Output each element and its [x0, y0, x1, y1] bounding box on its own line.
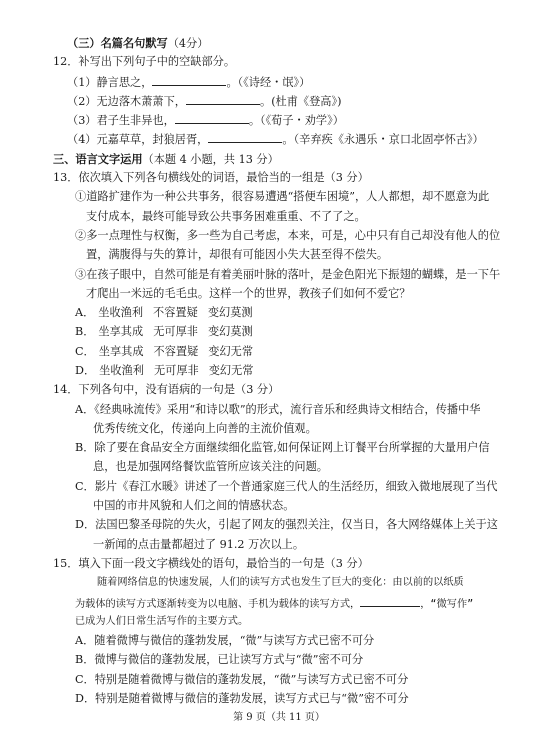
- q13-option-d[interactable]: [75, 364, 253, 378]
- option-word: 无可厚非: [153, 325, 198, 338]
- q13-sentence-2-cont: 置，满腹得与失的算计，却很有可能因小失大甚至得不偿失。: [86, 248, 389, 261]
- q14-stem: 14．下列各句中，没有语病的一句是（3 分）: [53, 383, 280, 396]
- option-letter: A．: [75, 306, 95, 319]
- q14-option-b[interactable]: B．除了要在食品安全方面继续细化监管,如何保证网上订餐平台所掌握的大量用户信: [75, 441, 490, 454]
- q14-option-d[interactable]: D．法国巴黎圣母院的失火，引起了网友的强烈关注，仅当日，各大网络媒体上关于这: [75, 518, 498, 531]
- page-footer: 第 9 页（共 11 页）: [233, 712, 325, 723]
- q12-item-label: （4）元嘉草草，封狼居胥，: [67, 133, 209, 146]
- q15-option-c[interactable]: C．特别是随着微博与微信的蓬勃发展，“微”与读写方式已密不可分: [75, 673, 409, 686]
- q14-option-a[interactable]: A．《经典咏流传》采用“和诗以歌”的形式，流行音乐和经典诗文相结合，传播中华: [75, 403, 481, 416]
- option-word: 不容置疑: [153, 306, 198, 319]
- option-letter: C．: [75, 345, 95, 358]
- option-word: 不容置疑: [153, 345, 199, 358]
- q15-passage-text: ，“微写作”: [420, 599, 474, 610]
- option-word: 坐收渔利: [99, 364, 144, 377]
- q13-option-a[interactable]: [75, 306, 253, 320]
- option-word: 变幻莫测: [207, 306, 253, 319]
- q13-option-c[interactable]: [75, 345, 253, 359]
- option-word: 变幻无常: [208, 345, 254, 358]
- option-word: 无可厚非: [153, 364, 199, 377]
- part-heading: [53, 152, 279, 167]
- fill-blank[interactable]: [186, 94, 260, 105]
- q15-passage-line-1: 随着网络信息的快速发展，人们的读写方式也发生了巨大的变化：由以前的以纸质: [97, 577, 464, 588]
- q12-item-source: 。（《诗经・氓》）: [226, 76, 311, 89]
- q15-passage-line-2: [75, 596, 473, 612]
- q13-sentence-1-cont: 支付成本，最终可能导致公共事务困难重重、不了了之。: [86, 210, 366, 223]
- section-heading: [67, 36, 208, 51]
- q13-sentence-1: ①道路扩建作为一种公共事务，很容易遭遇“搭便车困境”，人人都想，却不愿意为此: [75, 190, 490, 203]
- q14-option-c-cont: 中国的市井风貌和人们之间的情感状态。: [93, 499, 295, 512]
- q12-item-label: （3）君子生非异也，: [67, 114, 175, 127]
- q12-item-source: 。(杜甫《登高》): [260, 95, 342, 108]
- q15-passage-line-3: 已成为人们日常生活写作的主要方式。: [75, 616, 249, 627]
- q13-option-b[interactable]: [75, 325, 253, 339]
- option-word: 变幻无常: [208, 364, 254, 377]
- option-word: 坐享其成: [98, 325, 144, 338]
- fill-blank[interactable]: [208, 132, 282, 143]
- q12-item-1: [67, 75, 310, 90]
- q13-sentence-3: ③在孩子眼中，自然可能是有着美丽叶脉的落叶，是金色阳光下振翅的蝴蝶，是一下午: [75, 268, 501, 281]
- q15-stem: 15．填入下面一段文字横线处的语句，最恰当的一句是（3 分）: [53, 557, 369, 570]
- fill-blank[interactable]: [175, 113, 249, 124]
- part-title: 三、语言文字运用: [53, 152, 143, 166]
- fill-blank[interactable]: [152, 75, 226, 86]
- option-letter: B．: [75, 325, 95, 338]
- q15-option-a[interactable]: A．随着微博与微信的蓬勃发展，“微”与读写方式已密不可分: [75, 634, 375, 647]
- q12-stem: 12．补写出下列句子中的空缺部分。: [53, 55, 236, 68]
- q12-item-2: [67, 94, 341, 109]
- section-title: （三）名篇名句默写: [67, 36, 168, 50]
- option-word: 坐收渔利: [98, 306, 144, 319]
- q14-option-a-cont: 优秀传统文化，传递向上向善的主流价值观。: [93, 422, 317, 435]
- q12-item-source: 。（《荀子・劝学》）: [248, 114, 344, 127]
- q13-sentence-2: ②多一点理性与权衡，多一些为自己考虑，本来，可是，心中只有自己却没有他人的位: [75, 229, 501, 242]
- q13-sentence-3-cont: 才爬出一米远的毛毛虫。这样一个的世界，教孩子们如何不爱它？: [86, 287, 411, 300]
- q12-item-4: [67, 132, 484, 147]
- q12-item-label: （1）静言思之，: [67, 76, 153, 89]
- q15-option-d[interactable]: D．特别是随着微博与微信的蓬勃发展，读写方式已与“微”密不可分: [75, 692, 409, 705]
- q14-option-c[interactable]: C．影片《春江水暖》讲述了一个普通家庭三代人的生活经历，细致入微地展现了当代: [75, 480, 498, 493]
- option-word: 变幻莫测: [207, 325, 253, 338]
- q13-stem: 13．依次填入下列各句横线处的词语，最恰当的一组是（3 分）: [53, 171, 369, 184]
- section-points: （4分）: [167, 37, 209, 50]
- q14-option-d-cont: 一新闻的点击量都超过了 91.2 万次以上。: [93, 538, 305, 551]
- part-meta: （本题 4 小题，共 13 分）: [142, 153, 279, 166]
- q12-item-label: （2）无边落木萧萧下，: [67, 95, 186, 108]
- q12-item-3: [67, 113, 344, 128]
- q12-item-source: 。（辛弃疾《永遇乐・京口北固亭怀古》）: [282, 133, 484, 146]
- option-letter: D．: [75, 364, 96, 377]
- q15-passage-text: 为载体的读写方式逐渐转变为以电脑、手机为载体的读写方式，: [75, 599, 361, 610]
- q14-option-b-cont: 息，也是加强网络餐饮监管所应该关注的问题。: [93, 460, 328, 473]
- q15-option-b[interactable]: B．微博与微信的蓬勃发展，已让读写方式与“微”密不可分: [75, 653, 364, 666]
- fill-blank[interactable]: [360, 596, 420, 607]
- option-word: 坐享其成: [98, 345, 144, 358]
